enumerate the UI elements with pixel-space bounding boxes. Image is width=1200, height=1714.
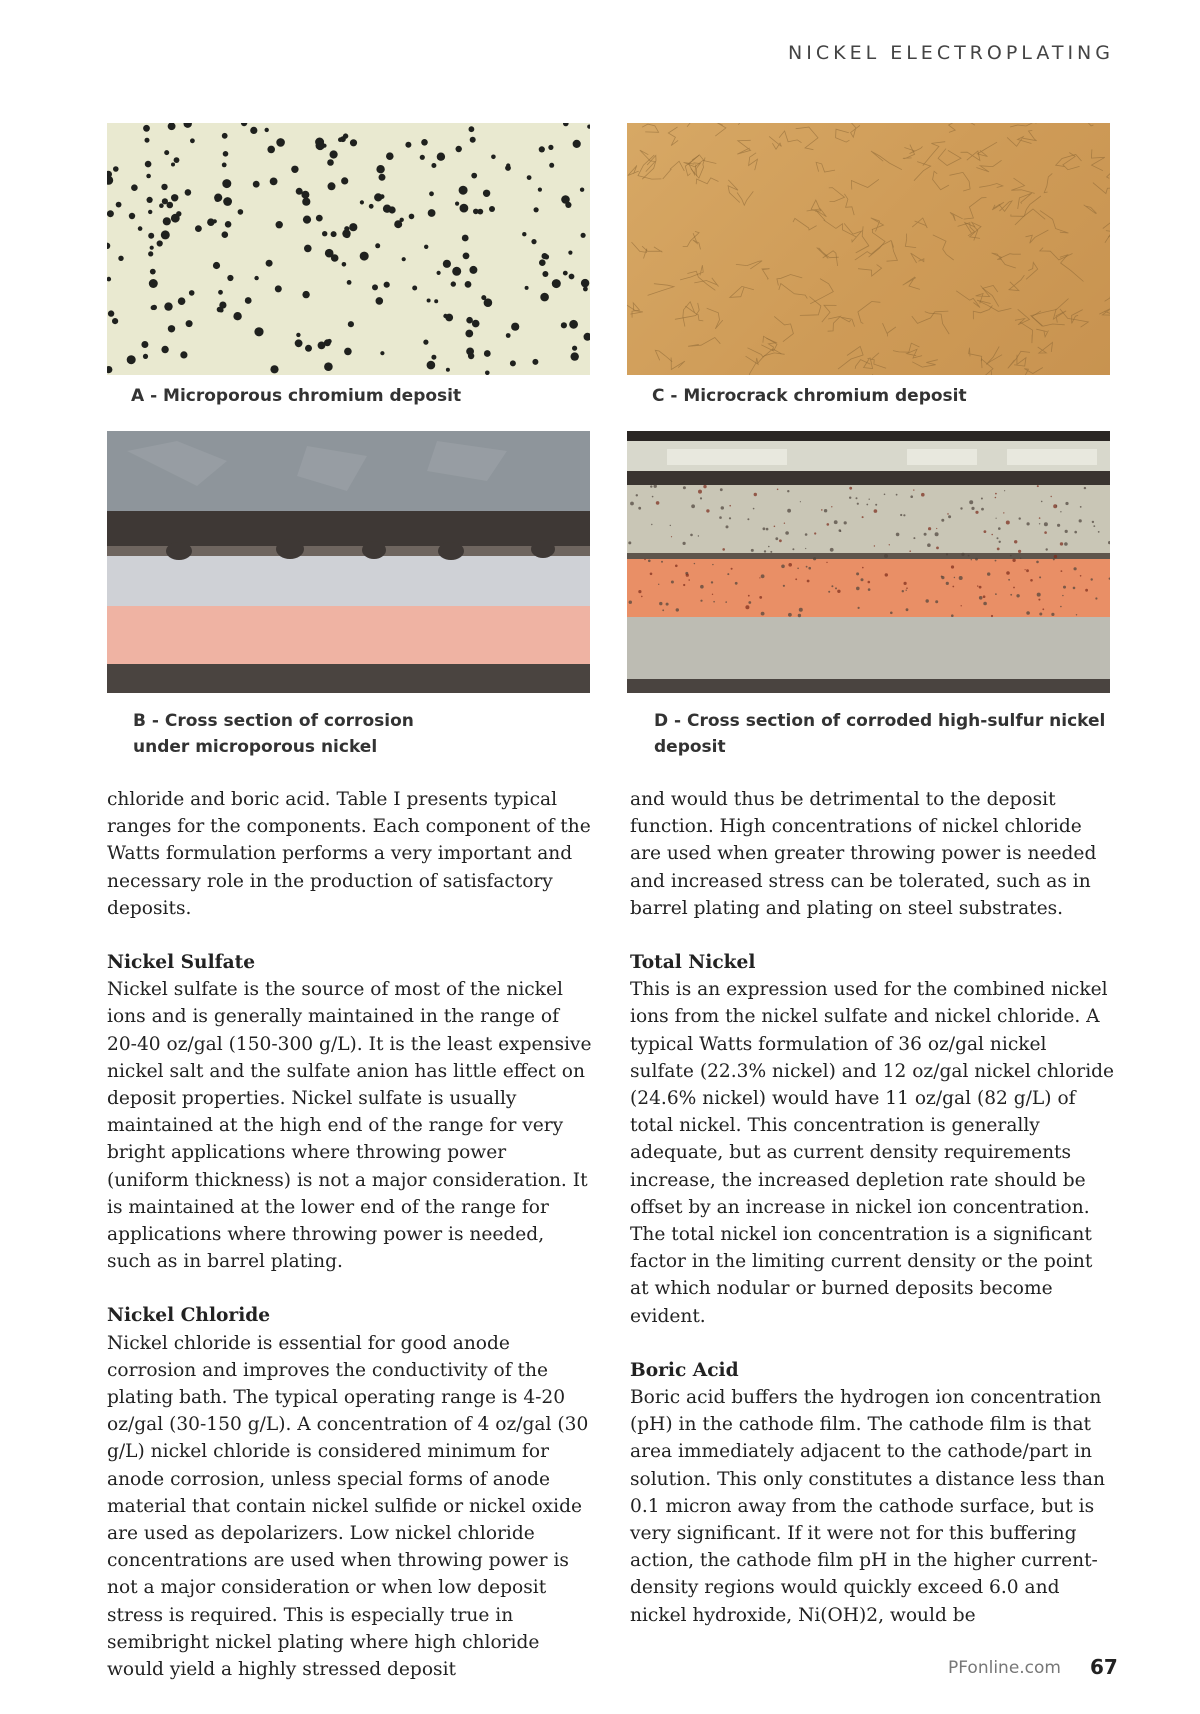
section-heading-nickel-sulfate: Nickel Sulfate — [107, 952, 256, 974]
right-intro-paragraph: and would thus be detrimental to the deposit function. High concentrations of nickel chloride are used when greater throwing power is needed and increased stress can be tolerated, such as in barrel plating and plating on steel substrates. — [630, 789, 1097, 919]
section-heading-total-nickel: Total Nickel — [630, 952, 756, 974]
section-body-boric-acid: Boric acid buffers the hydrogen ion concentration (pH) in the cathode film. The cathode film is that area immediately adjacent to the cathode/part in solution. This only constitutes a distance less than 0.1 micron away from the cathode surface, but is very significant. If it were not for this buffering action, the cathode film pH in the higher current-density regions would quickly exceed 6.0 and nickel hydroxide, Ni(OH)2, would be — [630, 1387, 1105, 1626]
section-body-total-nickel: This is an expression used for the combined nickel ions from the nickel sulfate and nickel chloride. A typical Watts formulation of 36 oz/gal nickel sulfate (22.3% nickel) and 12 oz/gal nickel chloride (24.6% nickel) would have 11 oz/gal (82 g/L) of total nickel. This concentration is generally adequate, but as current density requirements increase, the increased depletion rate should be offset by an increase in nickel ion concentration. The total nickel ion concentration is a significant factor in the limiting current density or the point at which nodular or burned deposits become evident. — [630, 979, 1115, 1327]
section-heading-nickel-chloride: Nickel Chloride — [107, 1305, 271, 1327]
microcrack-pattern-image — [627, 123, 1110, 375]
figure-a-microporous-chromium — [107, 123, 590, 375]
left-text-column — [107, 786, 592, 1683]
microporous-dots-image — [107, 123, 590, 375]
figure-b-cross-section — [107, 431, 590, 693]
section-heading-boric-acid: Boric Acid — [630, 1359, 739, 1381]
footer-website: PFonline.com — [948, 1658, 1061, 1678]
page-number: 67 — [1090, 1655, 1118, 1679]
section-body-nickel-sulfate: Nickel sulfate is the source of most of the nickel ions and is generally maintained in the range of 20-40 oz/gal (150-300 g/L). It is the least expensive nickel salt and the sulfate anion has little effect on deposit properties. Nickel sulfate is usually maintained at the high end of the range for very bright applications where throwing power (uniform thickness) is not a major consideration. It is maintained at the lower end of the range for applications where throwing power is needed, such as in barrel plating. — [107, 979, 592, 1273]
running-head: NICKEL ELECTROPLATING — [788, 42, 1114, 64]
figure-a-caption: A - Microporous chromium deposit — [131, 386, 462, 406]
figure-b-caption: B - Cross section of corrosion under microporous nickel — [133, 711, 414, 757]
figure-d-caption: D - Cross section of corroded high-sulfur nickel deposit — [654, 711, 1106, 757]
right-text-column — [630, 786, 1115, 1629]
figure-c-microcrack-chromium — [627, 123, 1110, 375]
cross-section-d-image — [627, 431, 1110, 693]
section-body-nickel-chloride: Nickel chloride is essential for good anode corrosion and improves the conductivity of the plating bath. The typical operating range is 4-20 oz/gal (30-150 g/L). A concentration of 4 oz/gal (30 g/L) nickel chloride is considered minimum for anode corrosion, unless special forms of anode material that contain nickel sulfide or nickel oxide are used as depolarizers. Low nickel chloride concentrations are used when throwing power is not a major consideration or when low deposit stress is required. This is especially true in semibright nickel plating where high chloride would yield a highly stressed deposit — [107, 1332, 589, 1681]
left-intro-paragraph: chloride and boric acid. Table I presents typical ranges for the components. Each component of the Watts formulation performs a very important and necessary role in the production of satisfactory deposits. — [107, 789, 591, 919]
figure-d-cross-section — [627, 431, 1110, 693]
cross-section-b-image — [107, 431, 590, 693]
figure-c-caption: C - Microcrack chromium deposit — [652, 386, 967, 406]
